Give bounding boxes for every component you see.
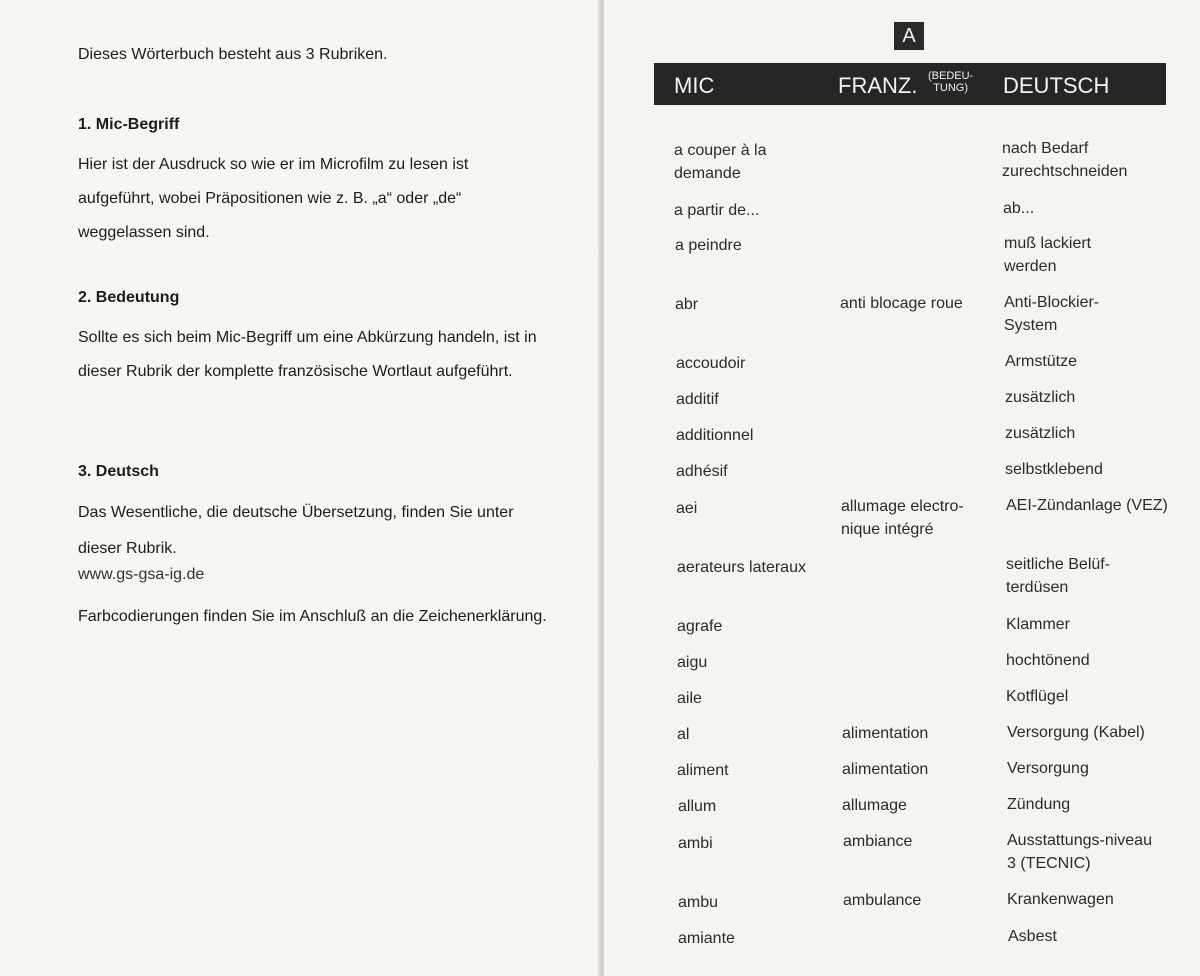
entry-mic: aerateurs lateraux: [677, 559, 806, 576]
entry-mic: a peindre: [675, 237, 742, 254]
entry-deutsch: hochtönend: [1006, 652, 1090, 669]
section-bedeutung: [78, 289, 548, 389]
entry-mic: aile: [677, 690, 702, 707]
entry-mic: ambi: [678, 835, 713, 852]
entry-mic: allum: [678, 798, 717, 815]
color-coding-note: Farbcodierungen finden Sie im Anschluß an die Zeichenerklärung.: [78, 608, 547, 625]
section-mic-begriff: [78, 116, 548, 250]
section-title: 1. Mic-Begriff: [78, 116, 180, 133]
entry-mic: agrafe: [677, 618, 723, 635]
entry-deutsch: Asbest: [1008, 928, 1057, 945]
entry-franz: ambulance: [843, 892, 922, 909]
section-title: 2. Bedeutung: [78, 289, 180, 306]
entry-deutsch: Anti-Blockier-System: [1004, 294, 1100, 334]
section-letter-badge: A: [894, 22, 924, 50]
entry-deutsch: Kotflügel: [1006, 688, 1069, 705]
entry-deutsch: nach Bedarf zurechtschneiden: [1002, 140, 1128, 180]
section-body: Das Wesentliche, die deutsche Übersetzung, finden Sie unter dieser Rubrik.: [78, 504, 514, 557]
entry-deutsch: AEI-Zündanlage (VEZ): [1006, 497, 1168, 514]
column-header-bar: [654, 63, 1166, 105]
header-franz: FRANZ.: [838, 73, 918, 98]
entry-deutsch: Zündung: [1007, 796, 1071, 813]
entry-mic: ambu: [678, 894, 719, 911]
section-title: 3. Deutsch: [78, 463, 159, 480]
entry-deutsch: Versorgung (Kabel): [1007, 724, 1145, 741]
entry-franz: alimentation: [842, 761, 929, 778]
entry-deutsch: Klammer: [1006, 616, 1071, 633]
entry-franz: anti blocage roue: [840, 295, 963, 312]
entry-mic: aliment: [677, 762, 729, 779]
entry-deutsch: muß lackiert werden: [1004, 235, 1092, 275]
entry-deutsch: selbstklebend: [1005, 461, 1103, 478]
entry-mic: aigu: [677, 654, 708, 671]
entry-deutsch: Versorgung: [1007, 760, 1089, 777]
entry-mic: a partir de...: [674, 202, 760, 219]
entry-deutsch: ab...: [1003, 200, 1035, 217]
entry-deutsch: Krankenwagen: [1007, 891, 1114, 908]
entry-franz: allumage electro-nique intégré: [841, 498, 964, 538]
entry-mic: adhésif: [676, 463, 728, 480]
entry-mic: additionnel: [676, 427, 754, 444]
entry-mic: a couper à la demande: [674, 142, 767, 182]
entry-mic: additif: [676, 391, 719, 408]
entry-franz: ambiance: [843, 833, 913, 850]
entry-deutsch: Ausstattungs-niveau 3 (TECNIC): [1007, 832, 1152, 872]
entry-mic: al: [677, 726, 690, 743]
section-body: Sollte es sich beim Mic-Begriff um eine Abkürzung handeln, ist in dieser Rubrik der komplette französische Wortlaut aufgeführt.: [78, 329, 537, 380]
entry-deutsch: zusätzlich: [1005, 425, 1076, 442]
header-franz-subtitle: (BEDEU- TUNG): [928, 70, 974, 94]
entry-franz: alimentation: [842, 725, 929, 742]
entry-mic: amiante: [678, 930, 735, 947]
entry-deutsch: Armstütze: [1005, 353, 1078, 370]
entry-mic: aei: [676, 500, 698, 517]
entry-franz: allumage: [842, 797, 907, 814]
header-deutsch: DEUTSCH: [1003, 73, 1110, 98]
entry-deutsch: zusätzlich: [1005, 389, 1076, 406]
entry-mic: abr: [675, 296, 699, 313]
entry-deutsch: seitliche Belüf-terdüsen: [1006, 556, 1111, 596]
entry-mic: accoudoir: [676, 355, 746, 372]
section-body: Hier ist der Ausdruck so wie er im Microfilm zu lesen ist aufgeführt, wobei Präpositionen wie z. B. „a“ oder „de“ weggelassen sind.: [78, 156, 469, 241]
section-deutsch: [78, 463, 548, 567]
header-mic: MIC: [674, 73, 715, 98]
website-url: www.gs-gsa-ig.de: [78, 566, 205, 583]
intro-text: Dieses Wörterbuch besteht aus 3 Rubriken.: [78, 46, 388, 63]
